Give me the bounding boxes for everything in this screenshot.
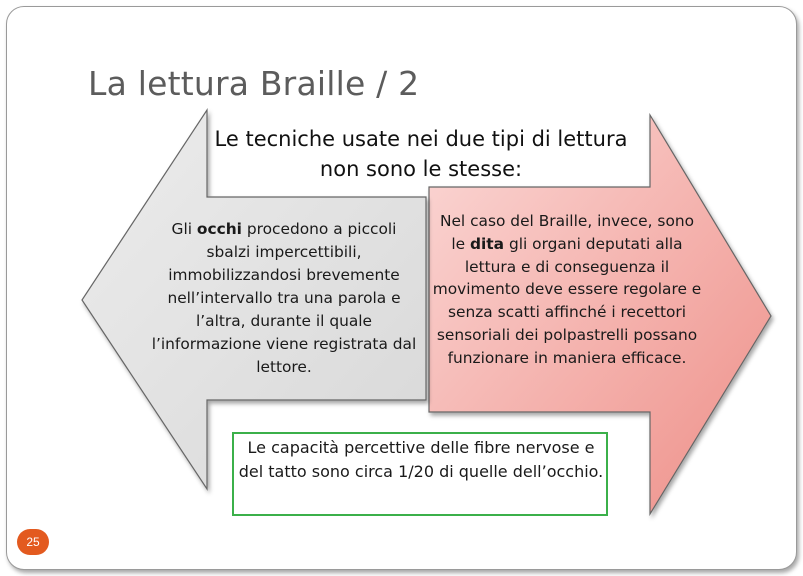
eyes-paragraph-before: Gli bbox=[171, 220, 197, 238]
braille-paragraph-bold: dita bbox=[470, 234, 505, 253]
eyes-paragraph-after: procedono a piccoli sbalzi impercettibili, immobilizzandosi brevemente nell’intervallo tra una parola e l’altra, durante il quale l’informazione viene registrata dal lettore. bbox=[151, 220, 417, 376]
eyes-paragraph bbox=[148, 218, 420, 379]
braille-paragraph bbox=[432, 210, 702, 370]
braille-paragraph-after: gli organi deputati alla lettura e di conseguenza il movimento deve essere regolare e senza scatti affinché i recettori sensoriali dei polpastrelli possano funzionare in maniera efficace. bbox=[432, 234, 702, 367]
page-number-badge: 25 bbox=[17, 529, 49, 555]
note-text: Le capacità percettive delle fibre nervose e del tatto sono circa 1/20 di quelle dell’occhio. bbox=[238, 438, 604, 481]
slide-title: La lettura Braille / 2 bbox=[88, 64, 420, 103]
braille-paragraph-before: Nel caso del Braille, invece, sono le bbox=[439, 212, 695, 253]
eyes-paragraph-bold: occhi bbox=[196, 220, 242, 238]
subtitle: Le tecniche usate nei due tipi di lettura non sono le stesse: bbox=[214, 127, 628, 181]
